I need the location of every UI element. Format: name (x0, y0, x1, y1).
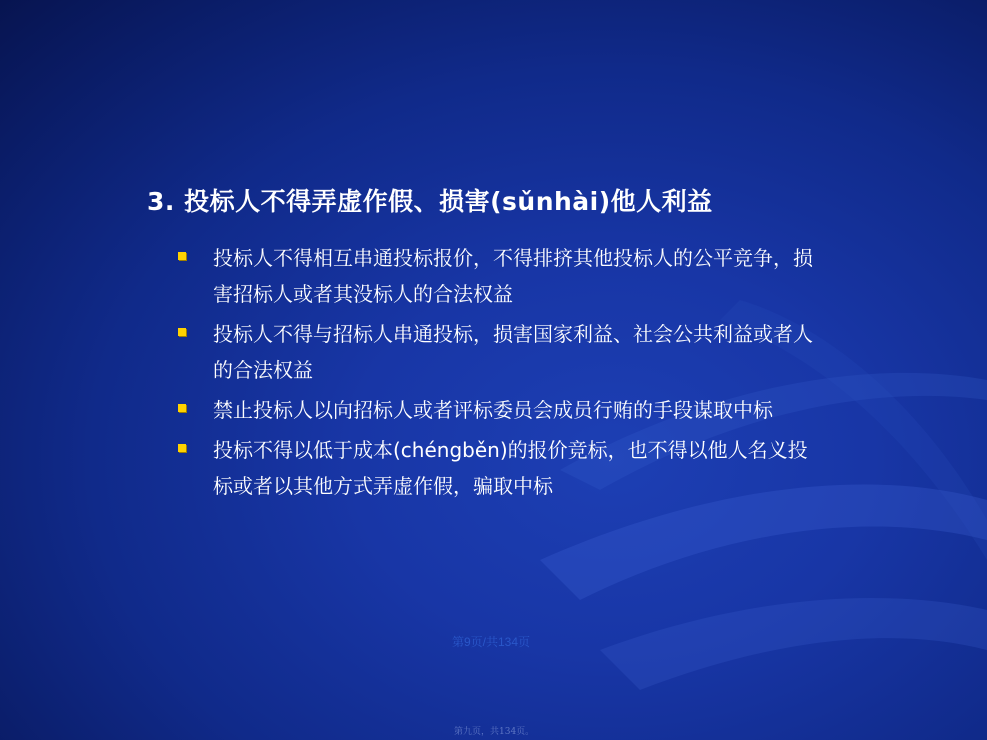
square-bullet-icon (178, 404, 186, 412)
bullet-text: 投标不得以低于成本(chéngběn)的报价竞标，也不得以他人名义投标或者以其他方式弄虚作假，骗取中标 (213, 438, 808, 498)
square-bullet-icon (178, 328, 186, 336)
list-item (176, 432, 826, 504)
slide-title: 3. 投标人不得弄虚作假、损害(sǔnhài)他人利益 (147, 187, 713, 216)
page-indicator: 第9页/共134页 (452, 635, 531, 649)
bullet-text: 投标人不得与招标人串通投标，损害国家利益、社会公共利益或者人的合法权益 (213, 322, 813, 382)
list-item (176, 392, 826, 428)
list-item (176, 240, 826, 312)
list-item (176, 316, 826, 388)
bullet-list (176, 240, 826, 508)
bullet-text: 投标人不得相互串通投标报价，不得排挤其他投标人的公平竞争，损害招标人或者其没标人的合法权益 (213, 246, 813, 306)
square-bullet-icon (178, 444, 186, 452)
bullet-text: 禁止投标人以向招标人或者评标委员会成员行贿的手段谋取中标 (213, 398, 773, 422)
footer-note: 第九页，共134页。 (454, 727, 535, 737)
square-bullet-icon (178, 252, 186, 260)
